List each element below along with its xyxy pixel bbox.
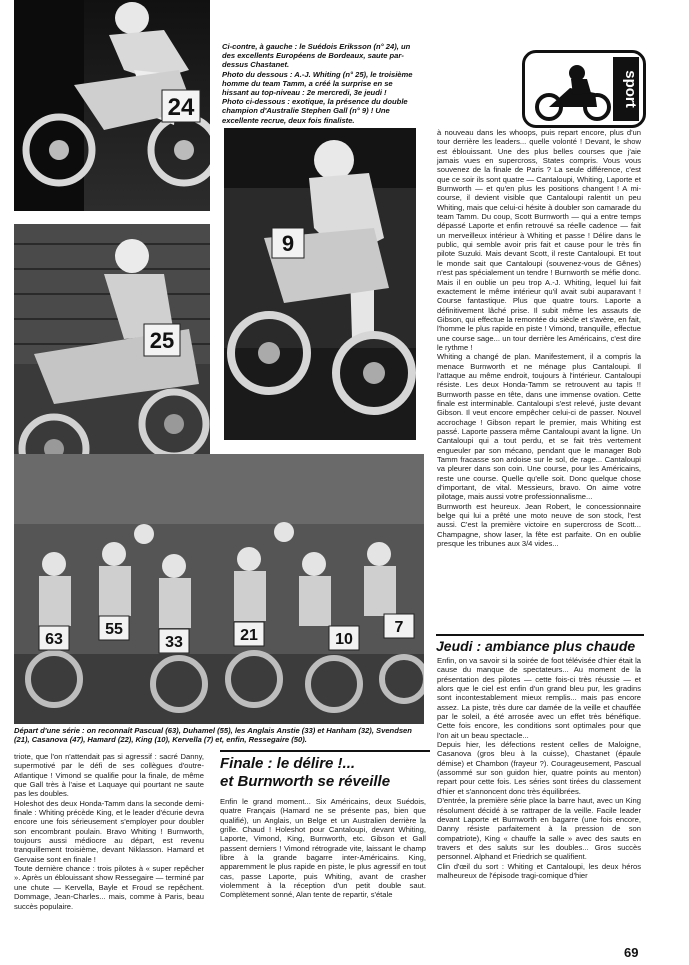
plate-number: 63 [45,631,63,648]
plate-number: 24 [167,94,195,121]
plate-number: 25 [149,328,175,353]
photo-start-gate [14,454,424,724]
article-column-right-bottom [437,656,641,880]
photo-caption-start: Départ d'une série : on reconnaît Pascual (63), Duhamel (55), les Anglais Anstie (33) et Hanham (32), Svendsen (21), Casanova (47), Hamard (22), King (10), Kervella (7) et, enfin, Ressegaire (50). [14,726,412,745]
plate-number: 7 [394,619,404,636]
article-column-left-bottom [14,752,204,911]
sport-logo [522,50,646,128]
plate-number: 55 [105,621,123,638]
sport-logo-text: sport [622,70,639,108]
plate-number: 10 [335,631,353,648]
page-number: 69 [624,945,639,960]
article-text: à nouveau dans les whoops, puis repart encore, plus d'un tour derrière les leaders... quelle volonté ! Devant, le show est éblouissant. Une des plus belles courses que j'aie jamais vues en supercross, States compris. Vous vous souvenez de la finale de Paris ? La seule différence, c'est que ce soir ils sont quatre — Cantaloupi, Whiting, Laporte et Burnworth — et qu'en plus les positions changent ! A mi-course, il devient visible que Cantaloupi ralentit un peu Whiting, mais que celui-ci hésite à doubler son camarade du team Tamm. Du coup, Scott Burnworth — qui a entre temps dépassé Laporte et enfin retrouvé sa réelle cadence — fait un merveilleux intérieur à Whiting et passe ! Délire dans le public, qui semble avoir pris fait et cause pour le très fin pilote Suzuki. Mais devant Scott, il reste Cantaloupi. Et tout le monde sait que Cantaloupi (souvenez-vous de Gênes) n'est pas spécialement un tendre ! Burnworth se méfie donc. Mais il en oublie un peu trop A.-J. Whiting, lequel lui fait exactement le même intérieur qu'il avait subi auparavant ! Course fantastique. Plus que quatre tours. Laporte a définitivement lâché prise. Il subit même les assauts de Gibson, qui effectue la remontée du siècle et s'avère, en fait, l'homme le plus rapide en piste ! Vimond, tranquille, effectue une course sage... un tour derrière les Américains, c'est dire le rythme ! Whiting a changé de plan. Manifestement, il a compris la menace Burnworth et ne ménage plus Cantaloupi. Il l'attaque au même endroit, toujours à l'intérieur. Cantaloupi résiste. Les deux Honda-Tamm se retrouvent au tapis !! Burnworth passe en tête, dans une immense ovation. Cette finale est interminable. Cantaloupi s'est relevé, juste devant Gibson. Il veut encore empêcher celui-ci de passer. Nouvel accrochage ! Gibson repart le premier, mais Whiting est passé. Laporte passera même Cantaloupi avant la ligne. Un Cantaloupi qui a tout perdu, et se fait très vertement engueuler par son mécano, pendant que le manager Bob Tamm fracasse son ardoise sur le sol, de rage... Cantaloupi va pleurer dans son coin. Une course, pour les Américains, reste une course. Quelle qu'elle soit. Donc quelque chose d'important, de vital. Messieurs, bravo. On aime votre pilotage, mais aussi votre professionnalisme... Burnworth est heureux. Jean Robert, le concessionnaire belge qui lui a prêté une moto neuve de son stock, l'est aussi. C'est la première victoire en supercross de Scott... Champagne, show laser, la fête est parfaite. On en oublie presque les tribunes aux 3/4 vides... [437,128,641,549]
plate-number: 33 [165,634,183,651]
photo-eriksson-jump [14,0,210,211]
article-text: Enfin, on va savoir si la soirée de foot télévisée d'hier était la cause du manque de spectateurs... Au moment de la présentation des pilotes — cette fois-ci très réussie — et alors que le ciel est enfin d'un grand bleu pur, les gradins sont incontestablement mieux remplis... mais pas encore assez. La piste, très dure car damée de la veille et chauffée par le soleil, a été arrosée avec un effet très bénéfique. Cette fois encore, les conditions sont optimales pour que l'on ait un beau spectacle... Depuis hier, les défections restent celles de Maloigne, Casanova (gros bleu à la cuisse), Chastanet (épaule démise) et Chambon (frayeur ?). Courageusement, Pascual (assommé sur son guidon hier, quatre points au menton) repart pour cette fois. Les séries sont tirées du classement d'hier et s'annoncent donc très équilibrées. D'entrée, la première série place la barre haut, avec un King résolument décidé à se rattraper de la veille. Facile leader devant Laporte et Burnworth en bagarre (une fois encore, Danny résiste parfaitement à la pression de son compatriote), King « chauffe la salle » avec des sauts en travers et des saluts sur les doubles... Gros succès personnel. Alphand et Friedrich se qualifient. Clin d'œil du sort : Whiting et Cantaloupi, les deux héros malheureux de l'épisode tragi-comique d'hier [437,656,641,880]
photo-gall-jump [224,128,416,440]
plate-number: 21 [240,627,258,644]
headline-finale: Finale : le délire !... et Burnworth se réveille [220,750,430,791]
article-column-middle-bottom [220,797,426,900]
article-column-right-top [437,128,641,548]
plate-number: 9 [281,231,295,256]
photo-caption-top: Ci-contre, à gauche : le Suédois Eriksson (n° 24), un des excellents Européens de Bordeaux, saute par-dessus Chastanet. Photo du dessous : A.-J. Whiting (n° 25), le troisième homme du team Tamm, a créé la surprise en se hissant au top-niveau : 2e mercredi, 3e jeudi ! Photo ci-dessous : exotique, la présence du double champion d'Australie Stephen Gall (n° 9) ! Une excellente recrue, deux fois finaliste. [222,42,413,125]
article-text: triote, que l'on n'attendait pas si agressif : sacré Danny, supermotivé par le défi de ses collègues d'outre-Atlantique ! Vimond se qualifie pour la finale, de même que Gall très à l'aise et Laquaye qui pourtant ne saute pas les doubles. Holeshot des deux Honda-Tamm dans la seconde demi-finale : Whiting précède King, et le leader d'écurie devra encore une fois sérieusement s'employer pour doubler son encombrant poulain. Bravo Whiting ! Burnworth, toujours aussi médiocre au départ, est revenu tranquillement troisième, devant Niklasson. Hamard et Gervaise sont en finale ! Toute dernière chance : trois pilotes à « super repêcher ». Après un éblouissant show Ressegaire — terminé par une chute — Kervella, Bayle et Froud se repêchent. Dommage, Jean-Charles... mais, comme à Paris, beau succès populaire. [14,752,204,911]
headline-jeudi: Jeudi : ambiance plus chaude [436,634,644,654]
article-text: Enfin le grand moment... Six Américains, deux Suédois, quatre Français (Hamard ne se présente pas, bien que qualifié), un Anglais, un Belge et un Australien derrière la grille. Chaud ! Holeshot pour Cantaloupi, devant Whiting, Laporte, Vimond, King, Burnworth, etc. Gibson et Gall passent derniers ! Vimond rétrograde vite, laissant le champ libre à la grande bagarre inter-Américains. King, apparemment le plus rapide en piste, le plus agressif en tout cas, passe Laporte, puis Whiting, avant de crasher violemment à la réception d'un petit double saut. Complètement sonné, Alan tente de repartir, s'étale [220,797,426,900]
